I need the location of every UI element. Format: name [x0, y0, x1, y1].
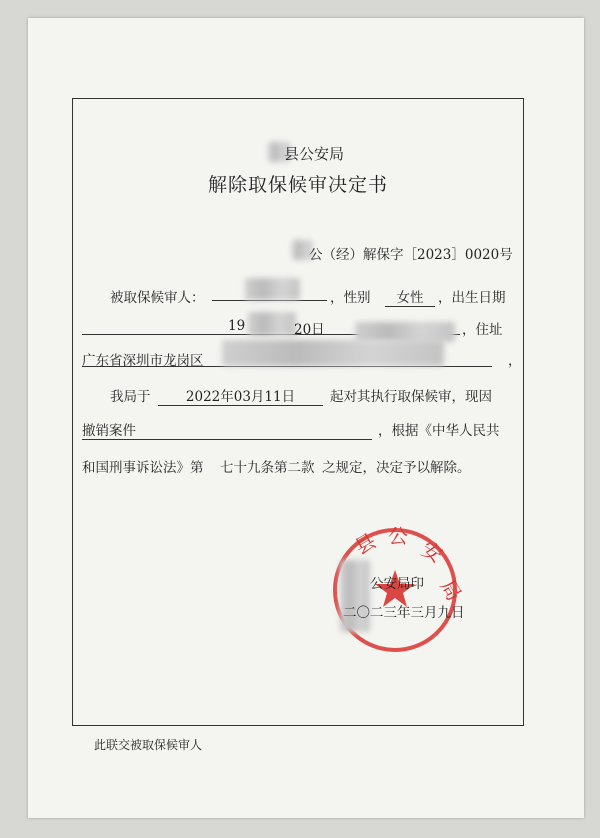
address-prefix: 广东省深圳市龙岗区: [82, 353, 204, 369]
svg-text:公: 公: [388, 524, 408, 548]
document-title: 解除取保候审决定书: [208, 174, 389, 196]
gender-label: ，性别: [330, 290, 371, 306]
birth-label: ，出生日期: [438, 290, 506, 306]
signature-date: 二〇二三年三月九日: [343, 605, 465, 621]
gender-value: 女性: [385, 286, 435, 307]
bail-start-date: 2022年03月11日: [158, 385, 323, 406]
redaction-blur: [222, 340, 444, 366]
document-number: 公（经）解保字［2023］0020号: [309, 247, 513, 263]
legal-basis-start: ，根据《中华人民共: [378, 423, 500, 439]
svg-text:安: 安: [417, 536, 447, 568]
birth-day-suffix: 20日: [294, 322, 325, 338]
address-tail: ，: [508, 353, 522, 369]
action-suffix: 起对其执行取保候审，现因: [330, 389, 492, 405]
authority-name: 县公安局: [284, 145, 345, 163]
legal-article: 七十九条第二款: [220, 460, 315, 476]
redaction-blur: [355, 322, 455, 342]
release-reason: 撤销案件: [82, 419, 372, 440]
legal-basis-text: 和国刑事诉讼法》第: [82, 460, 204, 476]
decision-text: 之规定，决定予以解除。: [322, 460, 471, 476]
redaction-blur: [248, 312, 296, 336]
redaction-blur: [245, 278, 300, 300]
birth-year-prefix: 19: [228, 318, 246, 334]
seal-note: 公安局印: [370, 576, 424, 592]
action-prefix: 我局于: [110, 389, 151, 405]
redaction-blur: [340, 560, 370, 632]
address-label: ，住址: [462, 322, 503, 338]
copy-note: 此联交被取保候审人: [94, 738, 203, 752]
svg-text:局: 局: [435, 575, 467, 605]
subject-label: 被取保候审人：: [110, 290, 205, 306]
svg-text:县: 县: [350, 528, 380, 560]
